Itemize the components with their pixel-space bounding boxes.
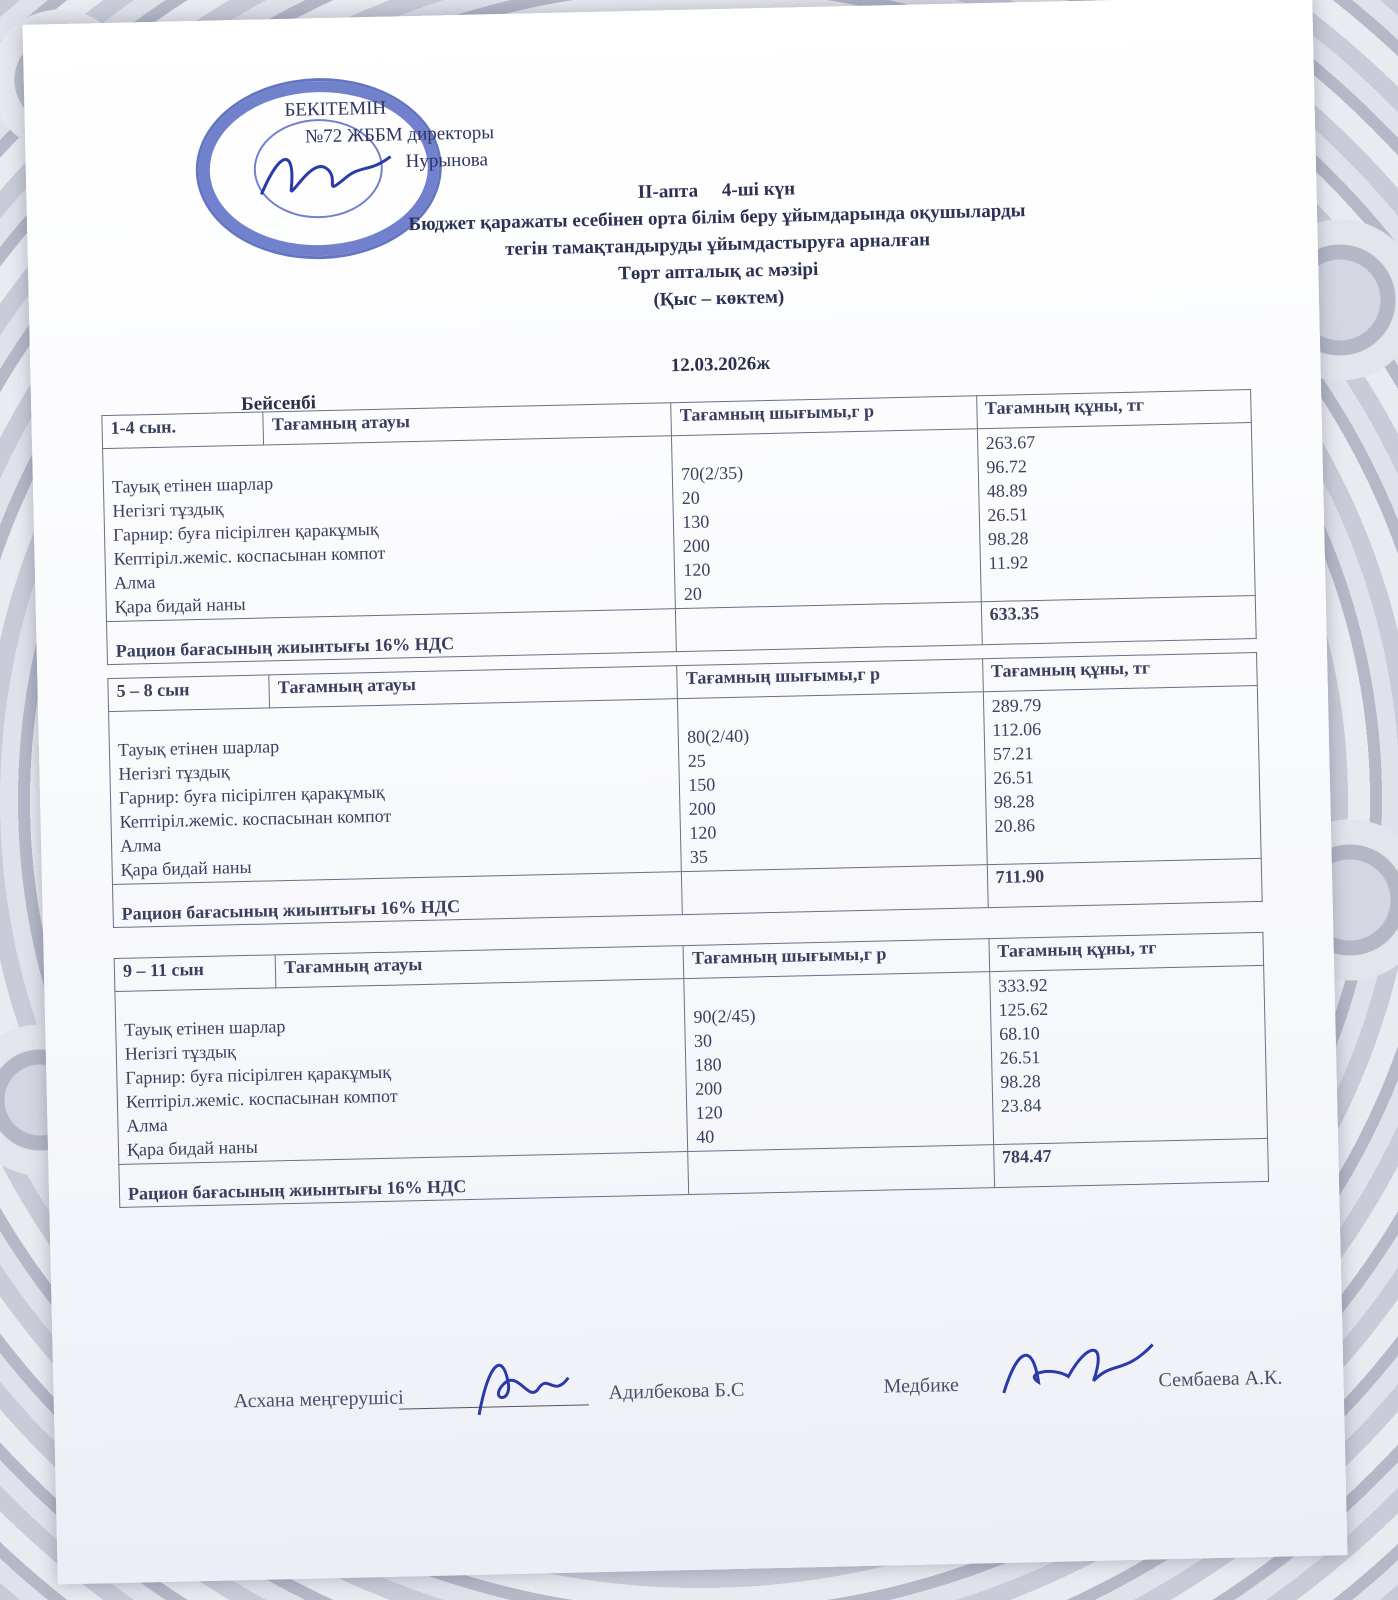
yield-column-header: Тағамның шығымы,г р (683, 939, 989, 979)
dish-name: Қара бидай наны (120, 856, 252, 880)
total-label: Рацион бағасының жиынтығы 16% НДС (107, 609, 677, 665)
grade-cell: 5 – 8 сын (108, 675, 270, 712)
total-label: Рацион бағасының жиынтығы 16% НДС (119, 1152, 689, 1208)
dish-yield: 200 (682, 535, 711, 556)
table-body-row (115, 965, 1268, 1164)
dish-prices-cell (989, 965, 1267, 1144)
total-empty-cell (682, 865, 988, 915)
grade-cell: 9 – 11 сын (114, 955, 276, 992)
kitchen-head-label: Асхана меңгерушісі (233, 1386, 404, 1413)
dish-name: Негізгі тұздық (118, 761, 230, 784)
approval-position: №72 ЖББМ директоры (304, 122, 495, 148)
dish-price: 48.89 (986, 480, 1028, 502)
menu-document (22, 0, 1347, 1584)
heading-week-day: II-апта 4-ші күн (637, 178, 796, 203)
dish-name: Гарнир: буға пісірілген қаракұмық (112, 518, 379, 545)
menu-table (101, 389, 1256, 665)
dish-yield: 40 (695, 1126, 715, 1147)
dish-yield: 200 (694, 1078, 723, 1099)
dish-price: 26.51 (993, 767, 1035, 788)
dish-price: 26.51 (987, 504, 1029, 526)
yield-column-header: Тағамның шығымы,г р (671, 396, 977, 436)
name-column-header: Тағамның атауы (275, 946, 684, 988)
heading-line-5: (Қыс – көктем) (653, 286, 785, 311)
price-column-header: Тағамның құны, тг (989, 932, 1264, 971)
dish-name: Кептіріл.жеміс. коспасынан компот (113, 542, 386, 569)
dish-price: 98.28 (1000, 1071, 1041, 1092)
dish-price: 98.28 (987, 528, 1029, 550)
dish-name: Тауық етінен шарлар (117, 736, 280, 760)
document-heading (166, 165, 1269, 325)
total-label: Рацион бағасының жиынтығы 16% НДС (112, 872, 682, 928)
dish-price: 23.84 (1000, 1094, 1042, 1116)
dish-name: Тауық етінен шарлар (124, 1016, 286, 1040)
total-value: 784.47 (993, 1138, 1268, 1187)
menu-date: 12.03.2026ж (670, 352, 771, 377)
dish-yield: 30 (693, 1030, 713, 1051)
yield-column-header: Тағамның шығымы,г р (677, 659, 983, 699)
dish-name: Кептіріл.жеміс. коспасынан компот (119, 805, 392, 832)
table-body-row (103, 423, 1256, 622)
dish-name: Негізгі тұздық (112, 498, 224, 521)
dish-name: Алма (113, 571, 156, 593)
approval-block (284, 92, 495, 178)
dish-yields-cell (672, 429, 981, 609)
top-price: 333.92 (997, 974, 1048, 996)
dish-price: 11.92 (988, 552, 1029, 574)
approval-title: БЕКІТЕМІН (284, 97, 387, 121)
dish-names-cell (109, 699, 682, 885)
dish-prices-cell (977, 423, 1255, 602)
dish-yield: 200 (688, 798, 716, 819)
heading-line-3: тегін тамақтандыруды ұйымдастыруға арналған (504, 229, 931, 260)
menu-table (107, 652, 1262, 928)
dish-yield: 150 (688, 774, 716, 795)
price-column-header: Тағамның құны, тг (976, 390, 1251, 429)
dish-yield: 180 (694, 1054, 722, 1075)
dish-names-cell (115, 979, 688, 1165)
name-column-header: Тағамның атауы (269, 666, 678, 708)
top-price: 289.79 (991, 694, 1042, 717)
dish-price: 125.62 (998, 998, 1049, 1020)
dish-yield: 120 (695, 1102, 723, 1123)
total-value: 633.35 (981, 596, 1256, 645)
dish-price: 96.72 (986, 456, 1028, 478)
total-empty-cell (688, 1145, 994, 1195)
dish-name: Гарнир: буға пісірілген қаракұмық (118, 781, 385, 808)
kitchen-head-signature (468, 1343, 580, 1425)
dish-price: 112.06 (992, 718, 1042, 741)
dish-name: Алма (119, 834, 162, 856)
dish-yield: 120 (683, 559, 711, 580)
nurse-name: Сембаева А.К. (1158, 1366, 1283, 1392)
dish-yield: 20 (683, 583, 703, 604)
price-column-header: Тағамның құны, тг (982, 652, 1257, 691)
dish-yield: 25 (687, 750, 706, 771)
approval-name: Нурынова (405, 149, 489, 173)
dish-price: 57.21 (992, 743, 1034, 765)
dish-yield: 90(2/45) (693, 1005, 756, 1027)
dish-prices-cell (983, 685, 1261, 864)
dish-name: Тауық етінен шарлар (111, 473, 274, 497)
dish-yields-cell (684, 972, 993, 1152)
dish-price: 20.86 (994, 815, 1036, 836)
dish-name: Қара бидай наны (114, 593, 246, 617)
top-price: 263.67 (985, 431, 1036, 454)
dish-price: 26.51 (999, 1047, 1041, 1068)
heading-line-4: Төрт апталық ас мәзірі (618, 258, 819, 285)
dish-yield: 70(2/35) (680, 462, 744, 485)
dish-price: 68.10 (998, 1023, 1040, 1044)
menu-weekday: Бейсенбі (240, 392, 317, 415)
dish-yield: 20 (681, 487, 700, 508)
dish-names-cell (103, 436, 676, 622)
name-column-header: Тағамның атауы (263, 403, 672, 445)
dish-yield: 130 (682, 511, 710, 532)
table-body-row (109, 685, 1262, 884)
dish-name: Қара бидай наны (126, 1136, 259, 1160)
grade-cell: 1-4 сын. (102, 412, 264, 449)
dish-yield: 35 (689, 846, 709, 867)
dish-yield: 80(2/40) (686, 725, 750, 747)
heading-line-2: Бюджет қаражаты есебінен орта білім беру ұйымдарында оқушыларды (408, 200, 1026, 236)
nurse-signature (992, 1329, 1164, 1403)
total-value: 711.90 (987, 858, 1262, 907)
dish-yield: 120 (689, 822, 717, 843)
dish-price: 98.28 (993, 791, 1035, 812)
kitchen-head-name: Адилбекова Б.С (608, 1378, 745, 1404)
menu-table (114, 932, 1269, 1208)
total-empty-cell (676, 602, 982, 652)
signature-footer (203, 1325, 1333, 1413)
dish-yields-cell (678, 692, 987, 872)
dish-name: Алма (126, 1114, 168, 1136)
dish-name: Негізгі тұздық (124, 1041, 237, 1064)
dish-name: Гарнир: буға пісірілген қаракұмық (125, 1061, 392, 1088)
dish-name: Кептіріл.жеміс. коспасынан компот (125, 1085, 398, 1112)
nurse-label: Медбике (883, 1373, 960, 1398)
